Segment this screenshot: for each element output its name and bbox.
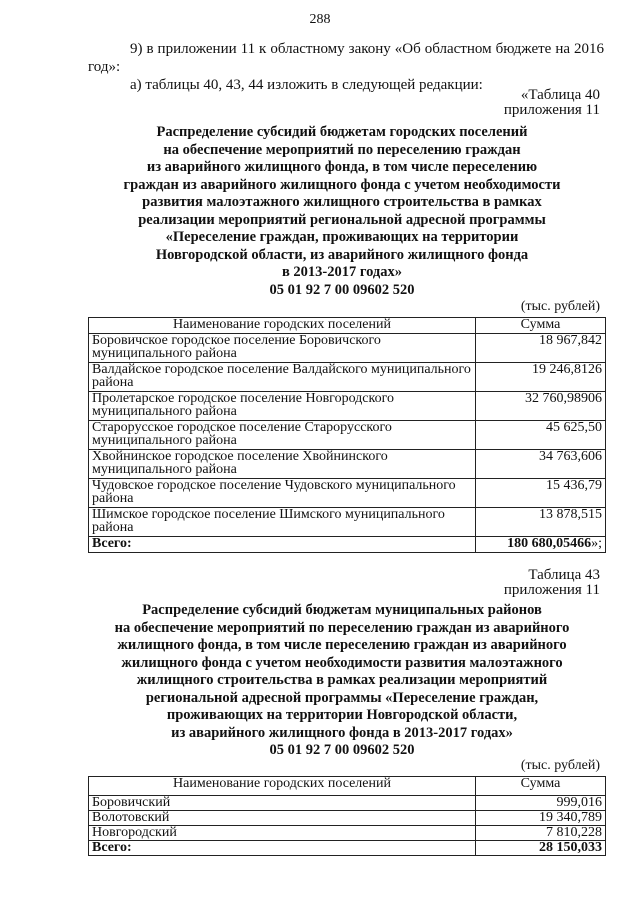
column-header-name: Наименование городских поселений xyxy=(89,318,476,334)
table-row xyxy=(89,421,606,450)
table43-title-line: из аварийного жилищного фонда в 2013-2017 годах» xyxy=(171,724,513,741)
closing-quote: »; xyxy=(591,536,602,551)
table40-title-line: Распределение субсидий бюджетам городских поселений xyxy=(156,124,528,140)
total-label: Всего: xyxy=(89,841,476,856)
table-row xyxy=(89,450,606,479)
table-row xyxy=(89,508,606,537)
settlement-name: Старорусское городское поселение Старорусского муниципального района xyxy=(89,421,476,450)
table43-caption-line2: приложения 11 xyxy=(503,582,600,598)
table43-title-line: на обеспечение мероприятий по переселению граждан из аварийного xyxy=(114,619,570,636)
column-header-sum: Сумма xyxy=(476,318,606,334)
column-header-sum: Сумма xyxy=(476,777,606,796)
intro-paragraph-2: а) таблицы 40, 43, 44 изложить в следующей редакции: xyxy=(130,77,483,93)
table43-title-line: жилищного строительства в рамках реализации мероприятий xyxy=(136,672,548,688)
table-row xyxy=(89,392,606,421)
settlement-name: Валдайское городское поселение Валдайского муниципального района xyxy=(89,363,476,392)
table-row xyxy=(89,363,606,392)
table-row xyxy=(89,334,606,363)
table43-units: (тыс. рублей) xyxy=(520,758,600,773)
column-header-name: Наименование городских поселений xyxy=(89,777,476,796)
table43-caption-line1: Таблица 43 xyxy=(528,567,600,583)
total-sum: 28 150,033 xyxy=(476,841,606,856)
table-row xyxy=(89,811,606,826)
table-row xyxy=(89,479,606,508)
table40-budget-code: 05 01 92 7 00 09602 520 xyxy=(269,281,415,298)
settlement-name: Шимское городское поселение Шимского муниципального района xyxy=(89,508,476,537)
total-sum-cell xyxy=(476,537,606,553)
table43-caption xyxy=(504,568,600,598)
table43-title-line: региональной адресной программы «Переселение граждан, xyxy=(145,689,539,706)
table40-title-line: развития малоэтажного жилищного строительства в рамках xyxy=(142,194,542,210)
total-sum: 180 680,05466 xyxy=(507,536,592,551)
settlement-sum: 13 878,515 xyxy=(476,508,606,537)
table40-title-line: на обеспечение мероприятий по переселению граждан xyxy=(163,141,521,158)
total-label: Всего: xyxy=(89,537,476,553)
district-sum: 19 340,789 xyxy=(476,811,606,826)
table-header-row xyxy=(89,777,606,796)
settlement-name: Пролетарское городское поселение Новгородского муниципального района xyxy=(89,392,476,421)
table40 xyxy=(88,317,606,553)
table40-title-line: из аварийного жилищного фонда, в том числе переселению xyxy=(146,159,538,175)
table40-title-line: «Переселение граждан, проживающих на территории xyxy=(165,229,519,245)
district-name: Новгородский xyxy=(89,826,476,841)
table43-title-line: Распределение субсидий бюджетам муниципальных районов xyxy=(142,602,542,618)
table-row xyxy=(89,826,606,841)
settlement-sum: 45 625,50 xyxy=(476,421,606,450)
table40-title xyxy=(80,124,604,299)
table43-title xyxy=(80,602,604,760)
intro-paragraph-1: 9) в приложении 11 к областному закону «Об областном бюджете на 2016 год»: xyxy=(88,41,604,75)
settlement-sum: 34 763,606 xyxy=(476,450,606,479)
table-header-row xyxy=(89,318,606,334)
table40-caption xyxy=(504,88,600,118)
intro-text xyxy=(88,40,604,94)
table43-title-line: жилищного фонда с учетом необходимости развития малоэтажного xyxy=(121,654,563,671)
table-total-row xyxy=(89,537,606,553)
table43 xyxy=(88,776,606,856)
district-sum: 999,016 xyxy=(476,796,606,811)
table40-title-line: в 2013-2017 годах» xyxy=(281,264,403,280)
table-row xyxy=(89,796,606,811)
table43-budget-code: 05 01 92 7 00 09602 520 xyxy=(269,742,415,758)
table40-units: (тыс. рублей) xyxy=(520,299,600,314)
district-name: Волотовский xyxy=(89,811,476,826)
table40-title-line: Новгородской области, из аварийного жилищного фонда xyxy=(155,246,529,263)
table40-caption-line2: приложения 11 xyxy=(503,102,600,118)
table40-title-line: граждан из аварийного жилищного фонда с учетом необходимости xyxy=(123,176,561,193)
district-name: Боровичский xyxy=(89,796,476,811)
page-number: 288 xyxy=(309,12,331,27)
settlement-sum: 19 246,8126 xyxy=(476,363,606,392)
table43-title-line: проживающих на территории Новгородской области, xyxy=(166,707,518,723)
settlement-name: Боровичское городское поселение Боровичского муниципального района xyxy=(89,334,476,363)
settlement-sum: 15 436,79 xyxy=(476,479,606,508)
settlement-name: Чудовское городское поселение Чудовского муниципального района xyxy=(89,479,476,508)
table40-caption-line1: «Таблица 40 xyxy=(520,87,600,103)
table43-title-line: жилищного фонда, в том числе переселению граждан из аварийного xyxy=(117,637,567,653)
settlement-sum: 32 760,98906 xyxy=(476,392,606,421)
table40-title-line: реализации мероприятий региональной адресной программы xyxy=(138,211,546,228)
settlement-sum: 18 967,842 xyxy=(476,334,606,363)
table-total-row xyxy=(89,841,606,856)
settlement-name: Хвойнинское городское поселение Хвойнинского муниципального района xyxy=(89,450,476,479)
district-sum: 7 810,228 xyxy=(476,826,606,841)
